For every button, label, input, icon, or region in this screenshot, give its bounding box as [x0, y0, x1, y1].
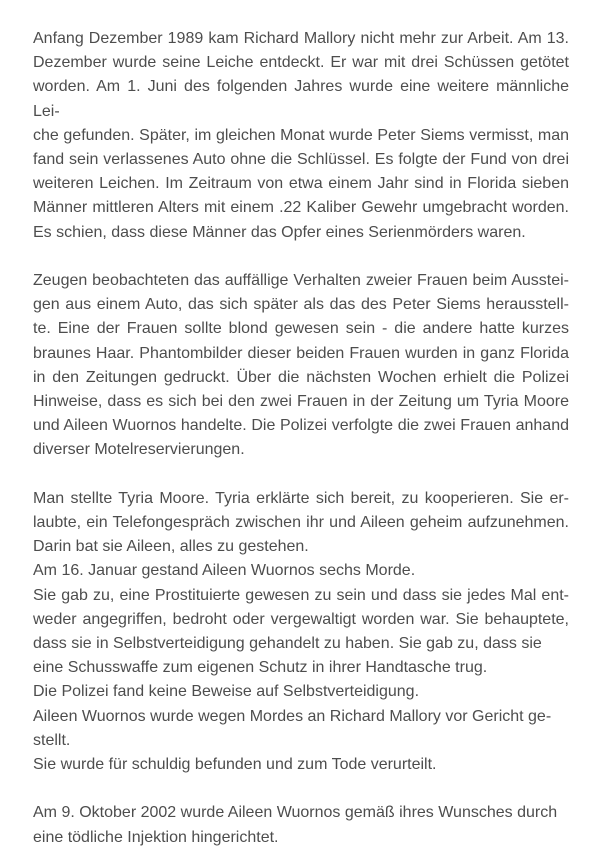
text-line: Sie gab zu, eine Prostituierte gewesen zu sein und dass sie jedes Mal ent- — [33, 586, 569, 604]
text-line: Es schien, dass diese Männer das Opfer eines Serienmörders waren. — [33, 223, 526, 241]
text-line: Dezember wurde seine Leiche entdeckt. Er war mit drei Schüssen getötet — [33, 54, 569, 72]
text-line: dass sie in Selbstverteidigung gehandelt zu haben. Sie gab zu, dass sie — [33, 635, 542, 653]
text-line: worden. Am 1. Juni des folgenden Jahres wurde eine weitere männliche Lei- — [33, 78, 569, 120]
text-line: Hinweise, dass es sich bei den zwei Frauen in der Zeitung um Tyria Moore — [33, 393, 569, 411]
text-line: weiteren Leichen. Im Zeitraum von etwa einem Jahr sind in Florida sieben — [33, 175, 569, 193]
text-line: weder angegriffen, bedroht oder vergewaltigt worden war. Sie behauptete, — [33, 610, 569, 628]
paragraph-1 — [33, 27, 569, 245]
text-line: Aileen Wuornos wurde wegen Mordes an Richard Mallory vor Gericht ge- — [33, 707, 552, 725]
text-line: Sie wurde für schuldig befunden und zum Tode verurteilt. — [33, 756, 437, 774]
text-line: Zeugen beobachteten das auffällige Verhalten zweier Frauen beim Ausstei- — [33, 272, 569, 290]
text-line: Man stellte Tyria Moore. Tyria erklärte sich bereit, zu kooperieren. Sie er- — [33, 489, 569, 507]
paragraph-3 — [33, 487, 569, 777]
text-line: Am 9. Oktober 2002 wurde Aileen Wuornos gemäß ihres Wunsches durch — [33, 804, 558, 822]
text-line: gen aus einem Auto, das sich später als das des Peter Siems herausstell- — [33, 296, 569, 314]
text-line: Darin bat sie Aileen, alles zu gestehen. — [33, 538, 309, 556]
text-line: eine Schusswaffe zum eigenen Schutz in ihrer Handtasche trug. — [33, 659, 488, 677]
text-line: te. Eine der Frauen sollte blond gewesen sein - die andere hatte kurzes — [33, 320, 569, 338]
text-line: in den Zeitungen gedruckt. Über die nächsten Wochen erhielt die Polizei — [33, 368, 569, 386]
text-line: eine tödliche Injektion hingerichtet. — [33, 828, 279, 846]
paragraph-4 — [33, 801, 569, 849]
text-line: braunes Haar. Phantombilder dieser beiden Frauen wurden in ganz Florida — [33, 344, 569, 362]
text-line: stellt. — [33, 731, 71, 749]
text-line: Die Polizei fand keine Beweise auf Selbstverteidigung. — [33, 683, 420, 701]
paragraph-2 — [33, 269, 569, 463]
text-line: che gefunden. Später, im gleichen Monat wurde Peter Siems vermisst, man — [33, 126, 569, 144]
text-line: Anfang Dezember 1989 kam Richard Mallory nicht mehr zur Arbeit. Am 13. — [33, 30, 569, 47]
text-line: diverser Motelreservierungen. — [33, 441, 245, 459]
text-line: Männer mittleren Alters mit einem .22 Kaliber Gewehr umgebracht worden. — [33, 199, 569, 217]
text-line: und Aileen Wuornos handelte. Die Polizei verfolgte die zwei Frauen anhand — [33, 417, 569, 435]
text-line: Am 16. Januar gestand Aileen Wuornos sechs Morde. — [33, 562, 416, 580]
text-line: fand sein verlassenes Auto ohne die Schlüssel. Es folgte der Fund von drei — [33, 151, 569, 169]
article-text — [33, 27, 569, 850]
text-line: laubte, ein Telefongespräch zwischen ihr und Aileen geheim aufzunehmen. — [33, 514, 569, 532]
